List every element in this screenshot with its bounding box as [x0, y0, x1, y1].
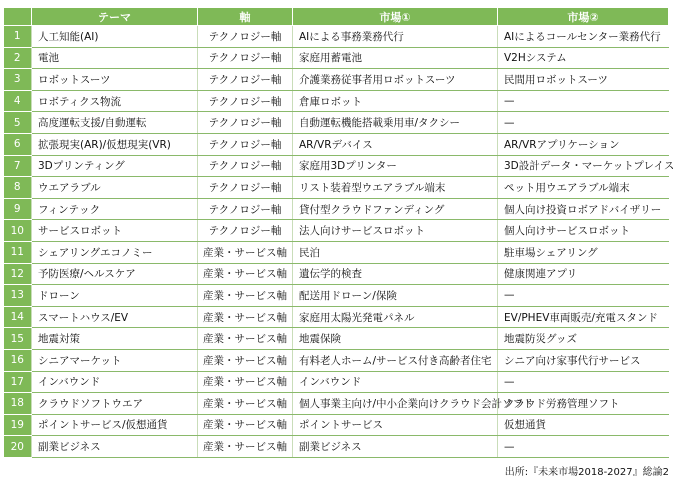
market-2-cell: V2Hシステム: [498, 47, 669, 69]
theme-cell: ウエアラブル: [32, 177, 198, 199]
market-2-cell: —: [498, 112, 669, 134]
row-number: 10: [4, 220, 32, 242]
axis-cell: テクノロジー軸: [198, 69, 293, 91]
table-row: [4, 349, 669, 371]
row-number: 1: [4, 26, 32, 48]
axis-cell: テクノロジー軸: [198, 155, 293, 177]
axis-cell: 産業・サービス軸: [198, 349, 293, 371]
market-1-cell: 家庭用3Dプリンター: [293, 155, 498, 177]
market-1-cell: 地震保険: [293, 328, 498, 350]
row-number: 8: [4, 177, 32, 199]
theme-cell: ドローン: [32, 285, 198, 307]
table-row: [4, 90, 669, 112]
row-number: 16: [4, 349, 32, 371]
market-1-cell: 家庭用太陽光発電パネル: [293, 306, 498, 328]
theme-cell: 地震対策: [32, 328, 198, 350]
market-1-cell: 介護業務従事者用ロボットスーツ: [293, 69, 498, 91]
row-number: 15: [4, 328, 32, 350]
theme-cell: シェアリングエコノミー: [32, 241, 198, 263]
axis-cell: 産業・サービス軸: [198, 263, 293, 285]
header-theme: テーマ: [32, 8, 198, 26]
row-number: 12: [4, 263, 32, 285]
axis-cell: 産業・サービス軸: [198, 306, 293, 328]
axis-cell: 産業・サービス軸: [198, 393, 293, 415]
table-header-row: [4, 8, 669, 26]
market-1-cell: 法人向けサービスロボット: [293, 220, 498, 242]
axis-cell: 産業・サービス軸: [198, 414, 293, 436]
market-2-cell: ペット用ウエアラブル端末: [498, 177, 669, 199]
market-2-cell: 仮想通貨: [498, 414, 669, 436]
market-1-cell: 貸付型クラウドファンディング: [293, 198, 498, 220]
row-number: 11: [4, 241, 32, 263]
theme-cell: シニアマーケット: [32, 349, 198, 371]
market-2-cell: 3D設計データ・マーケットプレイス: [498, 155, 669, 177]
market-2-cell: 個人向けサービスロボット: [498, 220, 669, 242]
table-row: [4, 306, 669, 328]
row-number: 2: [4, 47, 32, 69]
axis-cell: 産業・サービス軸: [198, 436, 293, 458]
theme-cell: 人工知能(AI): [32, 26, 198, 48]
market-1-cell: ポイントサービス: [293, 414, 498, 436]
theme-cell: クラウドソフトウエア: [32, 393, 198, 415]
market-2-cell: 個人向け投資ロボアドバイザリー: [498, 198, 669, 220]
market-1-cell: AIによる事務業務代行: [293, 26, 498, 48]
header-number: [4, 8, 32, 26]
market-1-cell: 倉庫ロボット: [293, 90, 498, 112]
axis-cell: 産業・サービス軸: [198, 241, 293, 263]
row-number: 5: [4, 112, 32, 134]
header-market-2: 市場②: [498, 8, 669, 26]
table-row: [4, 393, 669, 415]
axis-cell: 産業・サービス軸: [198, 328, 293, 350]
table-row: [4, 285, 669, 307]
theme-cell: フィンテック: [32, 198, 198, 220]
market-2-cell: EV/PHEV車両販売/充電スタンド: [498, 306, 669, 328]
theme-cell: ポイントサービス/仮想通貨: [32, 414, 198, 436]
market-2-cell: AIによるコールセンター業務代行: [498, 26, 669, 48]
market-2-cell: 民間用ロボットスーツ: [498, 69, 669, 91]
market-2-cell: 駐車場シェアリング: [498, 241, 669, 263]
table-row: [4, 47, 669, 69]
axis-cell: 産業・サービス軸: [198, 371, 293, 393]
row-number: 19: [4, 414, 32, 436]
theme-cell: 拡張現実(AR)/仮想現実(VR): [32, 133, 198, 155]
theme-cell: サービスロボット: [32, 220, 198, 242]
table-row: [4, 69, 669, 91]
row-number: 20: [4, 436, 32, 458]
market-2-cell: 地震防災グッズ: [498, 328, 669, 350]
market-2-cell: AR/VRアプリケーション: [498, 133, 669, 155]
row-number: 7: [4, 155, 32, 177]
table-row: [4, 26, 669, 48]
axis-cell: テクノロジー軸: [198, 177, 293, 199]
market-2-cell: —: [498, 90, 669, 112]
row-number: 3: [4, 69, 32, 91]
market-2-cell: —: [498, 371, 669, 393]
market-1-cell: 有料老人ホーム/サービス付き高齢者住宅: [293, 349, 498, 371]
market-2-cell: シニア向け家事代行サービス: [498, 349, 669, 371]
market-1-cell: 家庭用蓄電池: [293, 47, 498, 69]
header-axis: 軸: [198, 8, 293, 26]
row-number: 18: [4, 393, 32, 415]
theme-cell: 電池: [32, 47, 198, 69]
header-market-1: 市場①: [293, 8, 498, 26]
market-1-cell: AR/VRデバイス: [293, 133, 498, 155]
market-1-cell: 民泊: [293, 241, 498, 263]
market-2-cell: —: [498, 285, 669, 307]
row-number: 6: [4, 133, 32, 155]
axis-cell: テクノロジー軸: [198, 90, 293, 112]
market-1-cell: リスト装着型ウエアラブル端末: [293, 177, 498, 199]
theme-cell: 予防医療/ヘルスケア: [32, 263, 198, 285]
market-2-cell: 健康関連アプリ: [498, 263, 669, 285]
table-row: [4, 198, 669, 220]
row-number: 17: [4, 371, 32, 393]
table-row: [4, 263, 669, 285]
axis-cell: テクノロジー軸: [198, 26, 293, 48]
table-row: [4, 241, 669, 263]
market-1-cell: 配送用ドローン/保険: [293, 285, 498, 307]
table-row: [4, 328, 669, 350]
theme-cell: インバウンド: [32, 371, 198, 393]
theme-cell: 3Dプリンティング: [32, 155, 198, 177]
market-1-cell: 自動運転機能搭載乗用車/タクシー: [293, 112, 498, 134]
axis-cell: テクノロジー軸: [198, 220, 293, 242]
future-market-table: [3, 7, 675, 458]
table-row: [4, 436, 669, 458]
theme-cell: ロボットスーツ: [32, 69, 198, 91]
market-2-cell: —: [498, 436, 669, 458]
market-1-cell: 副業ビジネス: [293, 436, 498, 458]
market-1-cell: インバウンド: [293, 371, 498, 393]
table-row: [4, 155, 669, 177]
market-1-cell: 遺伝学的検査: [293, 263, 498, 285]
row-number: 14: [4, 306, 32, 328]
row-number: 9: [4, 198, 32, 220]
market-2-cell: クラウド労務管理ソフト: [498, 393, 669, 415]
theme-cell: ロボティクス物流: [32, 90, 198, 112]
row-number: 13: [4, 285, 32, 307]
row-number: 4: [4, 90, 32, 112]
axis-cell: テクノロジー軸: [198, 198, 293, 220]
axis-cell: テクノロジー軸: [198, 133, 293, 155]
axis-cell: テクノロジー軸: [198, 47, 293, 69]
axis-cell: 産業・サービス軸: [198, 285, 293, 307]
theme-cell: スマートハウス/EV: [32, 306, 198, 328]
source-note: 出所:『未来市場2018-2027』総論2: [504, 467, 669, 478]
table-row: [4, 112, 669, 134]
table-row: [4, 414, 669, 436]
table-row: [4, 371, 669, 393]
table-row: [4, 177, 669, 199]
theme-cell: 副業ビジネス: [32, 436, 198, 458]
theme-cell: 高度運転支援/自動運転: [32, 112, 198, 134]
table-row: [4, 220, 669, 242]
axis-cell: テクノロジー軸: [198, 112, 293, 134]
market-1-cell: 個人事業主向け/中小企業向けクラウド会計ソフト: [293, 393, 498, 415]
table-body: [4, 26, 675, 458]
table-row: [4, 133, 669, 155]
